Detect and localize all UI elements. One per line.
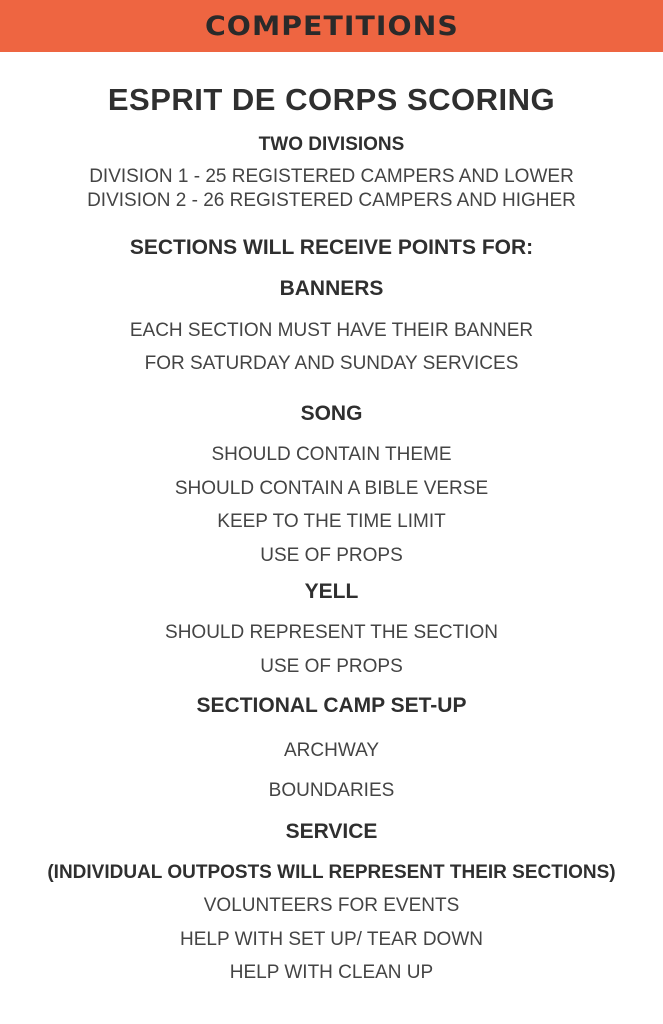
- header-banner: [0, 0, 663, 52]
- yell-item: USE OF PROPS: [260, 656, 403, 677]
- service-item: HELP WITH SET UP/ TEAR DOWN: [180, 929, 483, 950]
- camp-setup-item: BOUNDARIES: [268, 780, 395, 801]
- section-heading-yell: YELL: [304, 580, 359, 603]
- division-item-1: DIVISION 1 - 25 REGISTERED CAMPERS AND LOWER: [89, 166, 574, 187]
- divisions-heading: TWO DIVISIONS: [258, 134, 405, 155]
- section-heading-song: SONG: [300, 402, 363, 425]
- banners-item: FOR SATURDAY AND SUNDAY SERVICES: [144, 353, 519, 374]
- yell-item: SHOULD REPRESENT THE SECTION: [165, 622, 498, 643]
- points-heading: SECTIONS WILL RECEIVE POINTS FOR:: [129, 236, 534, 259]
- song-item: SHOULD CONTAIN THEME: [211, 444, 452, 465]
- song-item: SHOULD CONTAIN A BIBLE VERSE: [174, 478, 489, 499]
- section-heading-banners: BANNERS: [279, 277, 384, 300]
- section-heading-service: SERVICE: [285, 820, 378, 843]
- song-item: KEEP TO THE TIME LIMIT: [217, 511, 446, 532]
- song-item: USE OF PROPS: [260, 545, 403, 566]
- section-heading-camp-setup: SECTIONAL CAMP SET-UP: [196, 694, 467, 717]
- banners-item: EACH SECTION MUST HAVE THEIR BANNER: [129, 320, 534, 341]
- service-item: VOLUNTEERS FOR EVENTS: [203, 895, 460, 916]
- camp-setup-item: ARCHWAY: [284, 740, 379, 761]
- page-title: ESPRIT DE CORPS SCORING: [107, 82, 556, 117]
- service-note: (INDIVIDUAL OUTPOSTS WILL REPRESENT THEIR SECTIONS): [47, 862, 616, 883]
- division-item-2: DIVISION 2 - 26 REGISTERED CAMPERS AND HIGHER: [87, 190, 576, 211]
- service-item: HELP WITH CLEAN UP: [229, 962, 434, 983]
- banner-title: COMPETITIONS: [204, 10, 459, 42]
